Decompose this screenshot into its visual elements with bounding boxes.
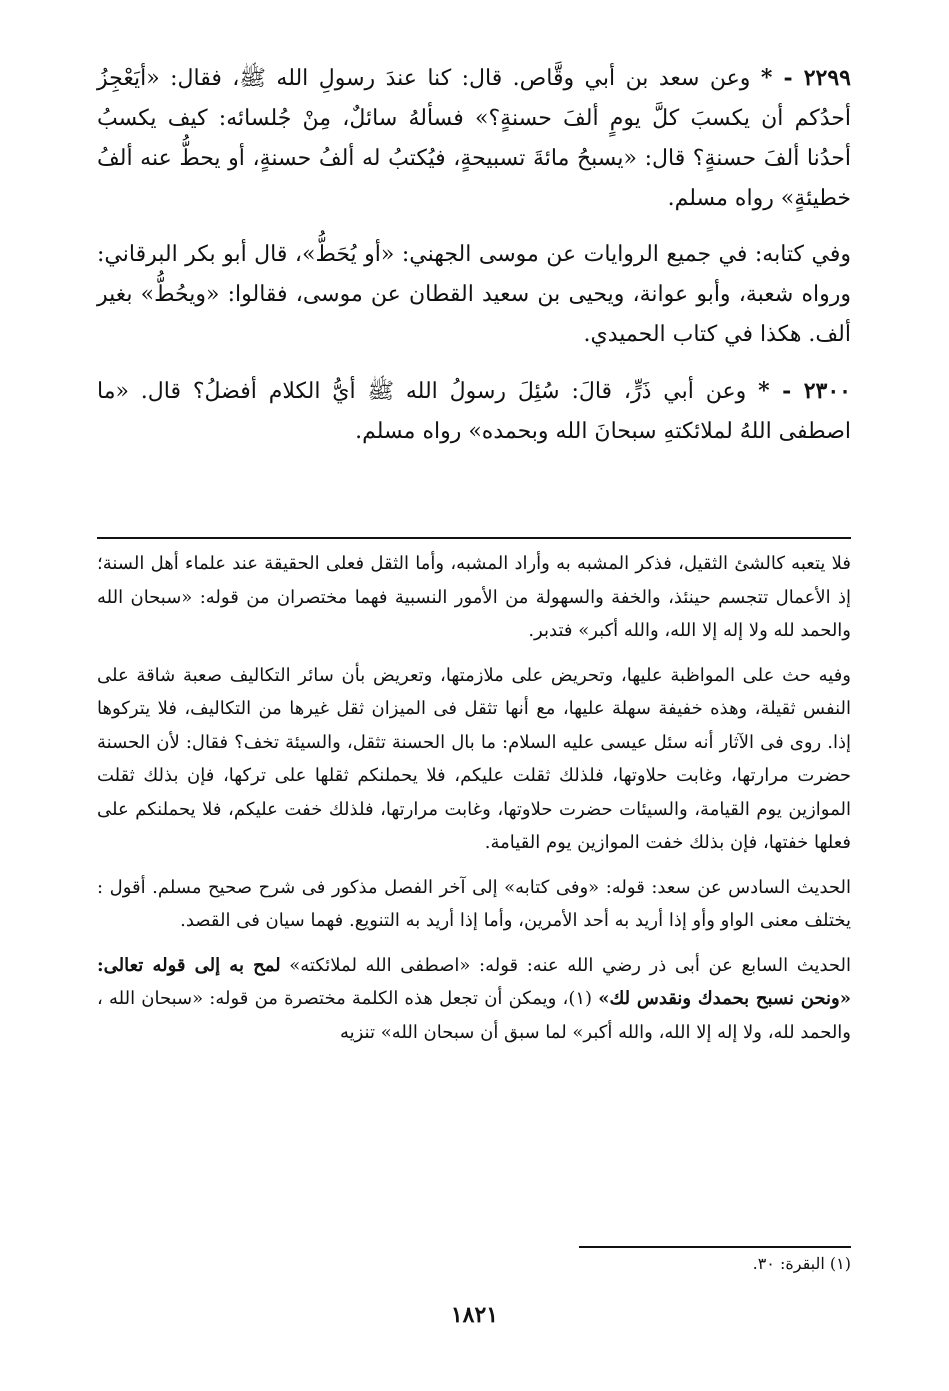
footnote: (١) البقرة: ٣٠. bbox=[752, 1254, 851, 1273]
hadith-text: وعن سعد بن أبي وقَّاص. قال: كنا عندَ رسولِ الله ﷺ، فقال: «أيَعْجِزُ أحدُكم أن يكسبَ كلَّ يومٍ ألفَ حسنةٍ؟» فسألهُ سائلٌ، مِنْ جُلسائه: كيف يكسبُ أحدُنا ألفَ حسنةٍ؟ قال: «يسبحُ مائةَ تسبيحةٍ، فيُكتبُ له ألفُ حسنةٍ، أو يحطُّ عنه ألفُ خطيئةٍ» رواه مسلم. bbox=[97, 66, 851, 211]
commentary-paragraph-1: فلا يتعبه كالشئ الثقيل، فذكر المشبه به وأراد المشبه، وأما الثقل فعلى الحقيقة عند علماء أهل السنة؛ إذ الأعمال تتجسم حينئذ، والخفة والسهولة من الأمور النسبية فهما مختصران من قوله: «سبحان الله والحمد لله ولا إله إلا الله، والله أكبر» فتدبر. bbox=[97, 553, 851, 641]
hadith-number: ٢٣٠٠ - * bbox=[758, 378, 851, 404]
commentary-text: الحديث السابع عن أبى ذر رضي الله عنه: قوله: «اصطفى الله لملائكته» bbox=[280, 954, 852, 976]
footnote-divider bbox=[579, 1246, 851, 1248]
commentary-paragraph-3: الحديث السادس عن سعد: قوله: «وفى كتابه» إلى آخر الفصل مذكور فى شرح صحيح مسلم. أقول : يختلف معنى الواو وأو إذا أريد به أحد الأمرين، وأما إذا أريد به التنويع. فهما سيان فى القصد. bbox=[97, 876, 851, 931]
kitab-note: وفي كتابه: في جميع الروايات عن موسى الجهني: «أو يُحَطُّ»، قال أبو بكر البرقاني: ورواه شعبة، وأبو عوانة، ويحيى بن سعيد القطان عن موسى، فقالوا: «ويحُطُّ» بغير ألف. هكذا في كتاب الحميدي. bbox=[97, 242, 852, 347]
commentary-paragraph-2: وفيه حث على المواظبة عليها، وتحريض على ملازمتها، وتعريض بأن سائر التكاليف صعبة شاقة على النفس ثقيلة، وهذه خفيفة سهلة عليها، مع أنها تثقل فى الميزان ثقل غيرها من التكاليف، فلا يتركوها إذا. روى فى الآثار أنه سئل عيسى عليه السلام: ما بال الحسنة تثقل، والسيئة تخف؟ فقال: لأن الحسنة حضرت مرارتها، وغابت حلاوتها، فلذلك ثقلت عليكم، فلا يحملنكم ثقلها على تركها، فإن بذلك ثقلت الموازين يوم القيامة، والسيئات حضرت حلاوتها، وغابت مرارتها، فلذلك خفت عليكم، فلا يحملنكم على فعلها خفتها، فإن بذلك خفت الموازين يوم القيامة. bbox=[97, 664, 852, 853]
commentary-paragraph-4 bbox=[97, 949, 851, 1050]
quran-quote: لمح به إلى قوله تعالى: «ونحن نسبح بحمدك ونقدس لك» bbox=[97, 954, 851, 1009]
hadith-number: ٢٢٩٩ - * bbox=[760, 65, 851, 91]
hadith-2299 bbox=[97, 58, 851, 219]
main-divider bbox=[97, 537, 851, 539]
hadith-text: وعن أبي ذَرٍّ، قالَ: سُئِلَ رسولُ الله ﷺ أيُّ الكلام أفضلُ؟ قال. «ما اصطفى اللهُ لملائكتهِ سبحانَ الله وبحمده» رواه مسلم. bbox=[97, 379, 851, 444]
hadith-2300 bbox=[97, 371, 851, 452]
commentary bbox=[97, 547, 851, 1049]
main-text bbox=[97, 58, 851, 452]
commentary-text: (١)، ويمكن أن تجعل هذه الكلمة مختصرة من قوله: «سبحان الله ، والحمد لله، ولا إله إلا الله، والله أكبر» لما سبق أن سبحان الله» تنزيه bbox=[97, 988, 851, 1043]
page-number: ١٨٢١ bbox=[450, 1302, 499, 1328]
